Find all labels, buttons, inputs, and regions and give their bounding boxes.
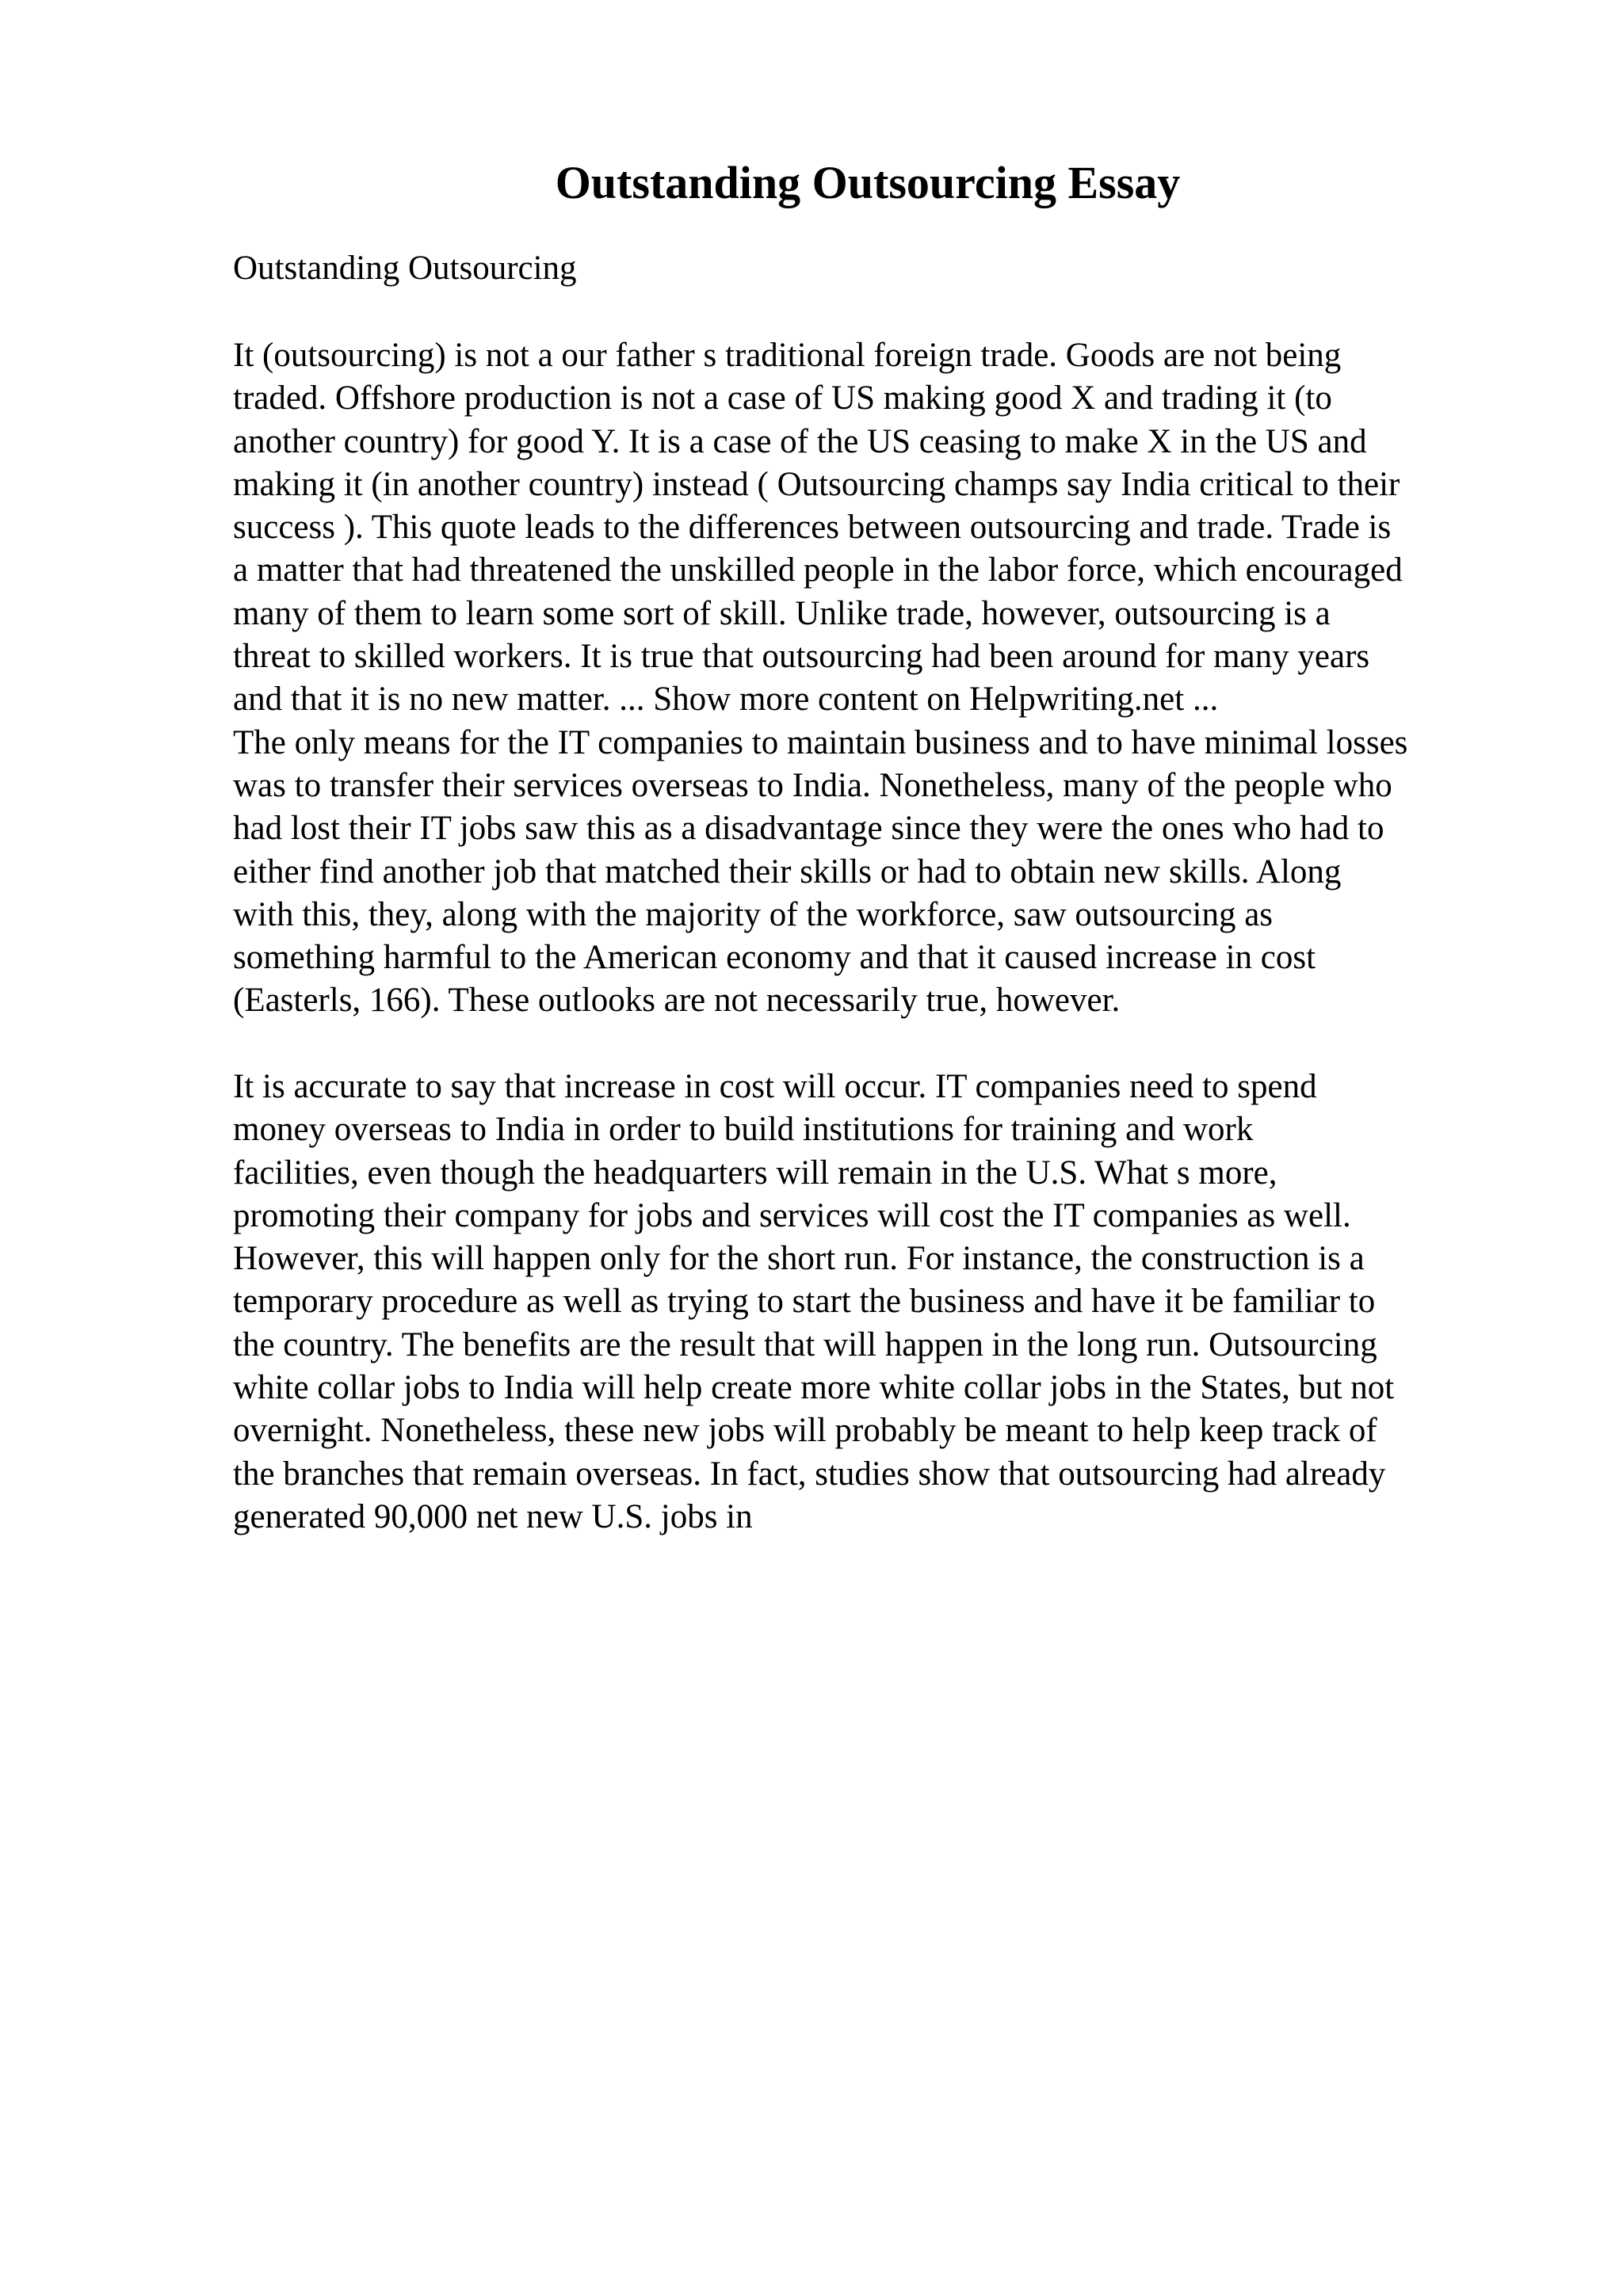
text-line: a matter that had threatened the unskilled people in the labor force, which encouraged bbox=[233, 551, 1403, 589]
text-line: had lost their IT jobs saw this as a disadvantage since they were the ones who had to bbox=[233, 810, 1384, 848]
text-line: making it (in another country) instead ( Outsourcing champs say India critical to their bbox=[233, 465, 1400, 503]
essay-subtitle: Outstanding Outsourcing bbox=[233, 250, 577, 287]
text-line: white collar jobs to India will help create more white collar jobs in the States, but not bbox=[233, 1369, 1395, 1407]
text-line: temporary procedure as well as trying to start the business and have it be familiar to bbox=[233, 1283, 1376, 1321]
text-line: The only means for the IT companies to maintain business and to have minimal losses bbox=[233, 723, 1408, 761]
text-line: and that it is no new matter. ... Show more content on Helpwriting.net ... bbox=[233, 681, 1219, 719]
body-paragraph-block-2 bbox=[233, 1066, 1517, 1539]
body-paragraph-block-1 bbox=[233, 334, 1517, 1023]
text-line: another country) for good Y. It is a case of the US ceasing to make X in the US and bbox=[233, 422, 1367, 460]
text-line: facilities, even though the headquarters will remain in the U.S. What s more, bbox=[233, 1154, 1277, 1192]
text-line: the country. The benefits are the result that will happen in the long run. Outsourcing bbox=[233, 1325, 1377, 1363]
text-line: the branches that remain overseas. In fact, studies show that outsourcing had already bbox=[233, 1455, 1386, 1493]
text-line: promoting their company for jobs and services will cost the IT companies as well. bbox=[233, 1196, 1351, 1234]
text-line: It (outsourcing) is not a our father s traditional foreign trade. Goods are not being bbox=[233, 337, 1342, 374]
text-line: It is accurate to say that increase in cost will occur. IT companies need to spend bbox=[233, 1068, 1317, 1105]
text-line: (Easterls, 166). These outlooks are not necessarily true, however. bbox=[233, 982, 1121, 1020]
text-line: overnight. Nonetheless, these new jobs will probably be meant to help keep track of bbox=[233, 1412, 1377, 1450]
text-line: was to transfer their services overseas to India. Nonetheless, many of the people who bbox=[233, 766, 1392, 804]
text-line: success ). This quote leads to the differences between outsourcing and trade. Trade is bbox=[233, 509, 1392, 547]
text-line: something harmful to the American economy and that it caused increase in cost bbox=[233, 939, 1316, 977]
text-line: money overseas to India in order to build institutions for training and work bbox=[233, 1111, 1254, 1149]
page-title: Outstanding Outsourcing Essay bbox=[555, 157, 1181, 208]
text-line: either find another job that matched their skills or had to obtain new skills. Along bbox=[233, 852, 1342, 891]
text-line: threat to skilled workers. It is true that outsourcing had been around for many years bbox=[233, 638, 1370, 676]
text-line: traded. Offshore production is not a case of US making good X and trading it (to bbox=[233, 379, 1332, 418]
text-line: However, this will happen only for the short run. For instance, the construction is a bbox=[233, 1240, 1365, 1278]
text-line: with this, they, along with the majority of the workforce, saw outsourcing as bbox=[233, 895, 1274, 933]
text-line: generated 90,000 net new U.S. jobs in bbox=[233, 1497, 753, 1535]
text-line: many of them to learn some sort of skill. Unlike trade, however, outsourcing is a bbox=[233, 594, 1331, 632]
